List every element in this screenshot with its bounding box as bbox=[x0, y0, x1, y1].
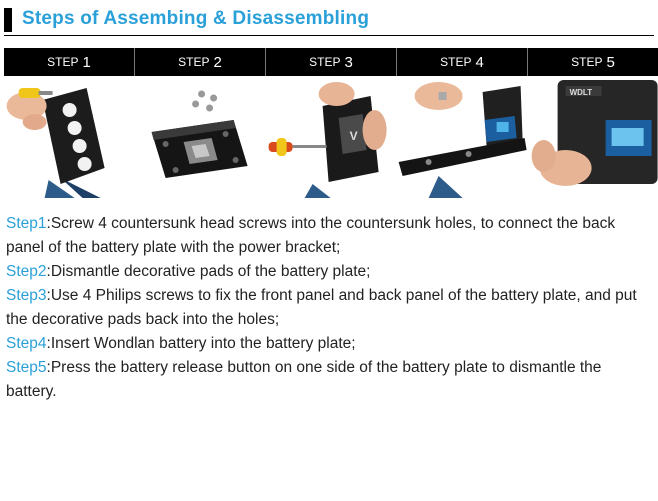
step-label: Step1 bbox=[6, 215, 47, 232]
step-text: :Use 4 Philips screws to fix the front panel and back panel of the battery plate, and put the decorative pads back into the holes; bbox=[6, 287, 637, 328]
step-word: STEP bbox=[309, 55, 341, 69]
step-label: Step4 bbox=[6, 335, 47, 352]
instruction-step-2 bbox=[6, 260, 654, 284]
step-word: STEP bbox=[440, 55, 472, 69]
step-label: Step2 bbox=[6, 263, 47, 280]
step-number: 1 bbox=[82, 53, 91, 71]
instruction-step-4 bbox=[6, 332, 654, 356]
step-4-illustration bbox=[398, 80, 527, 198]
step-number: 3 bbox=[344, 53, 353, 71]
step-number: 4 bbox=[475, 53, 484, 71]
step-word: STEP bbox=[178, 55, 210, 69]
step-number: 2 bbox=[213, 53, 222, 71]
step-word: STEP bbox=[571, 55, 603, 69]
header-divider bbox=[4, 35, 654, 36]
step-3-illustration bbox=[266, 80, 395, 198]
step-3-photo bbox=[266, 80, 395, 198]
step-word: STEP bbox=[47, 55, 79, 69]
step-1-illustration bbox=[4, 80, 133, 198]
step-1-label bbox=[4, 48, 135, 76]
instruction-step-1 bbox=[6, 212, 654, 260]
instruction-step-3 bbox=[6, 284, 654, 332]
step-2-label bbox=[135, 48, 266, 76]
step-1-photo bbox=[4, 80, 133, 198]
step-photos bbox=[4, 80, 658, 198]
step-text: :Dismantle decorative pads of the battery plate; bbox=[46, 263, 371, 280]
step-text: :Screw 4 countersunk head screws into the countersunk holes, to connect the back panel of the battery plate with the power bracket; bbox=[6, 215, 616, 256]
instruction-step-5 bbox=[6, 356, 654, 404]
battery-brand-label: WDLT bbox=[569, 88, 592, 97]
instructions bbox=[6, 212, 654, 404]
page-title: Steps of Assembing & Disassembling bbox=[22, 8, 370, 29]
step-number: 5 bbox=[606, 53, 615, 71]
step-2-illustration bbox=[135, 80, 264, 198]
step-4-label bbox=[397, 48, 528, 76]
step-2-photo bbox=[135, 80, 264, 198]
step-bar bbox=[4, 48, 658, 76]
step-5-label bbox=[528, 48, 658, 76]
step-text: :Insert Wondlan battery into the battery plate; bbox=[46, 335, 356, 352]
step-3-label bbox=[266, 48, 397, 76]
step-5-illustration bbox=[529, 80, 658, 198]
section-header bbox=[0, 0, 658, 40]
step-label: Step5 bbox=[6, 359, 47, 376]
header-accent-bar bbox=[4, 8, 12, 32]
step-4-photo bbox=[398, 80, 527, 198]
svg-text:V: V bbox=[350, 129, 359, 143]
step-label: Step3 bbox=[6, 287, 47, 304]
step-text: :Press the battery release button on one side of the battery plate to dismantle the battery. bbox=[6, 359, 602, 400]
step-5-photo bbox=[529, 80, 658, 198]
